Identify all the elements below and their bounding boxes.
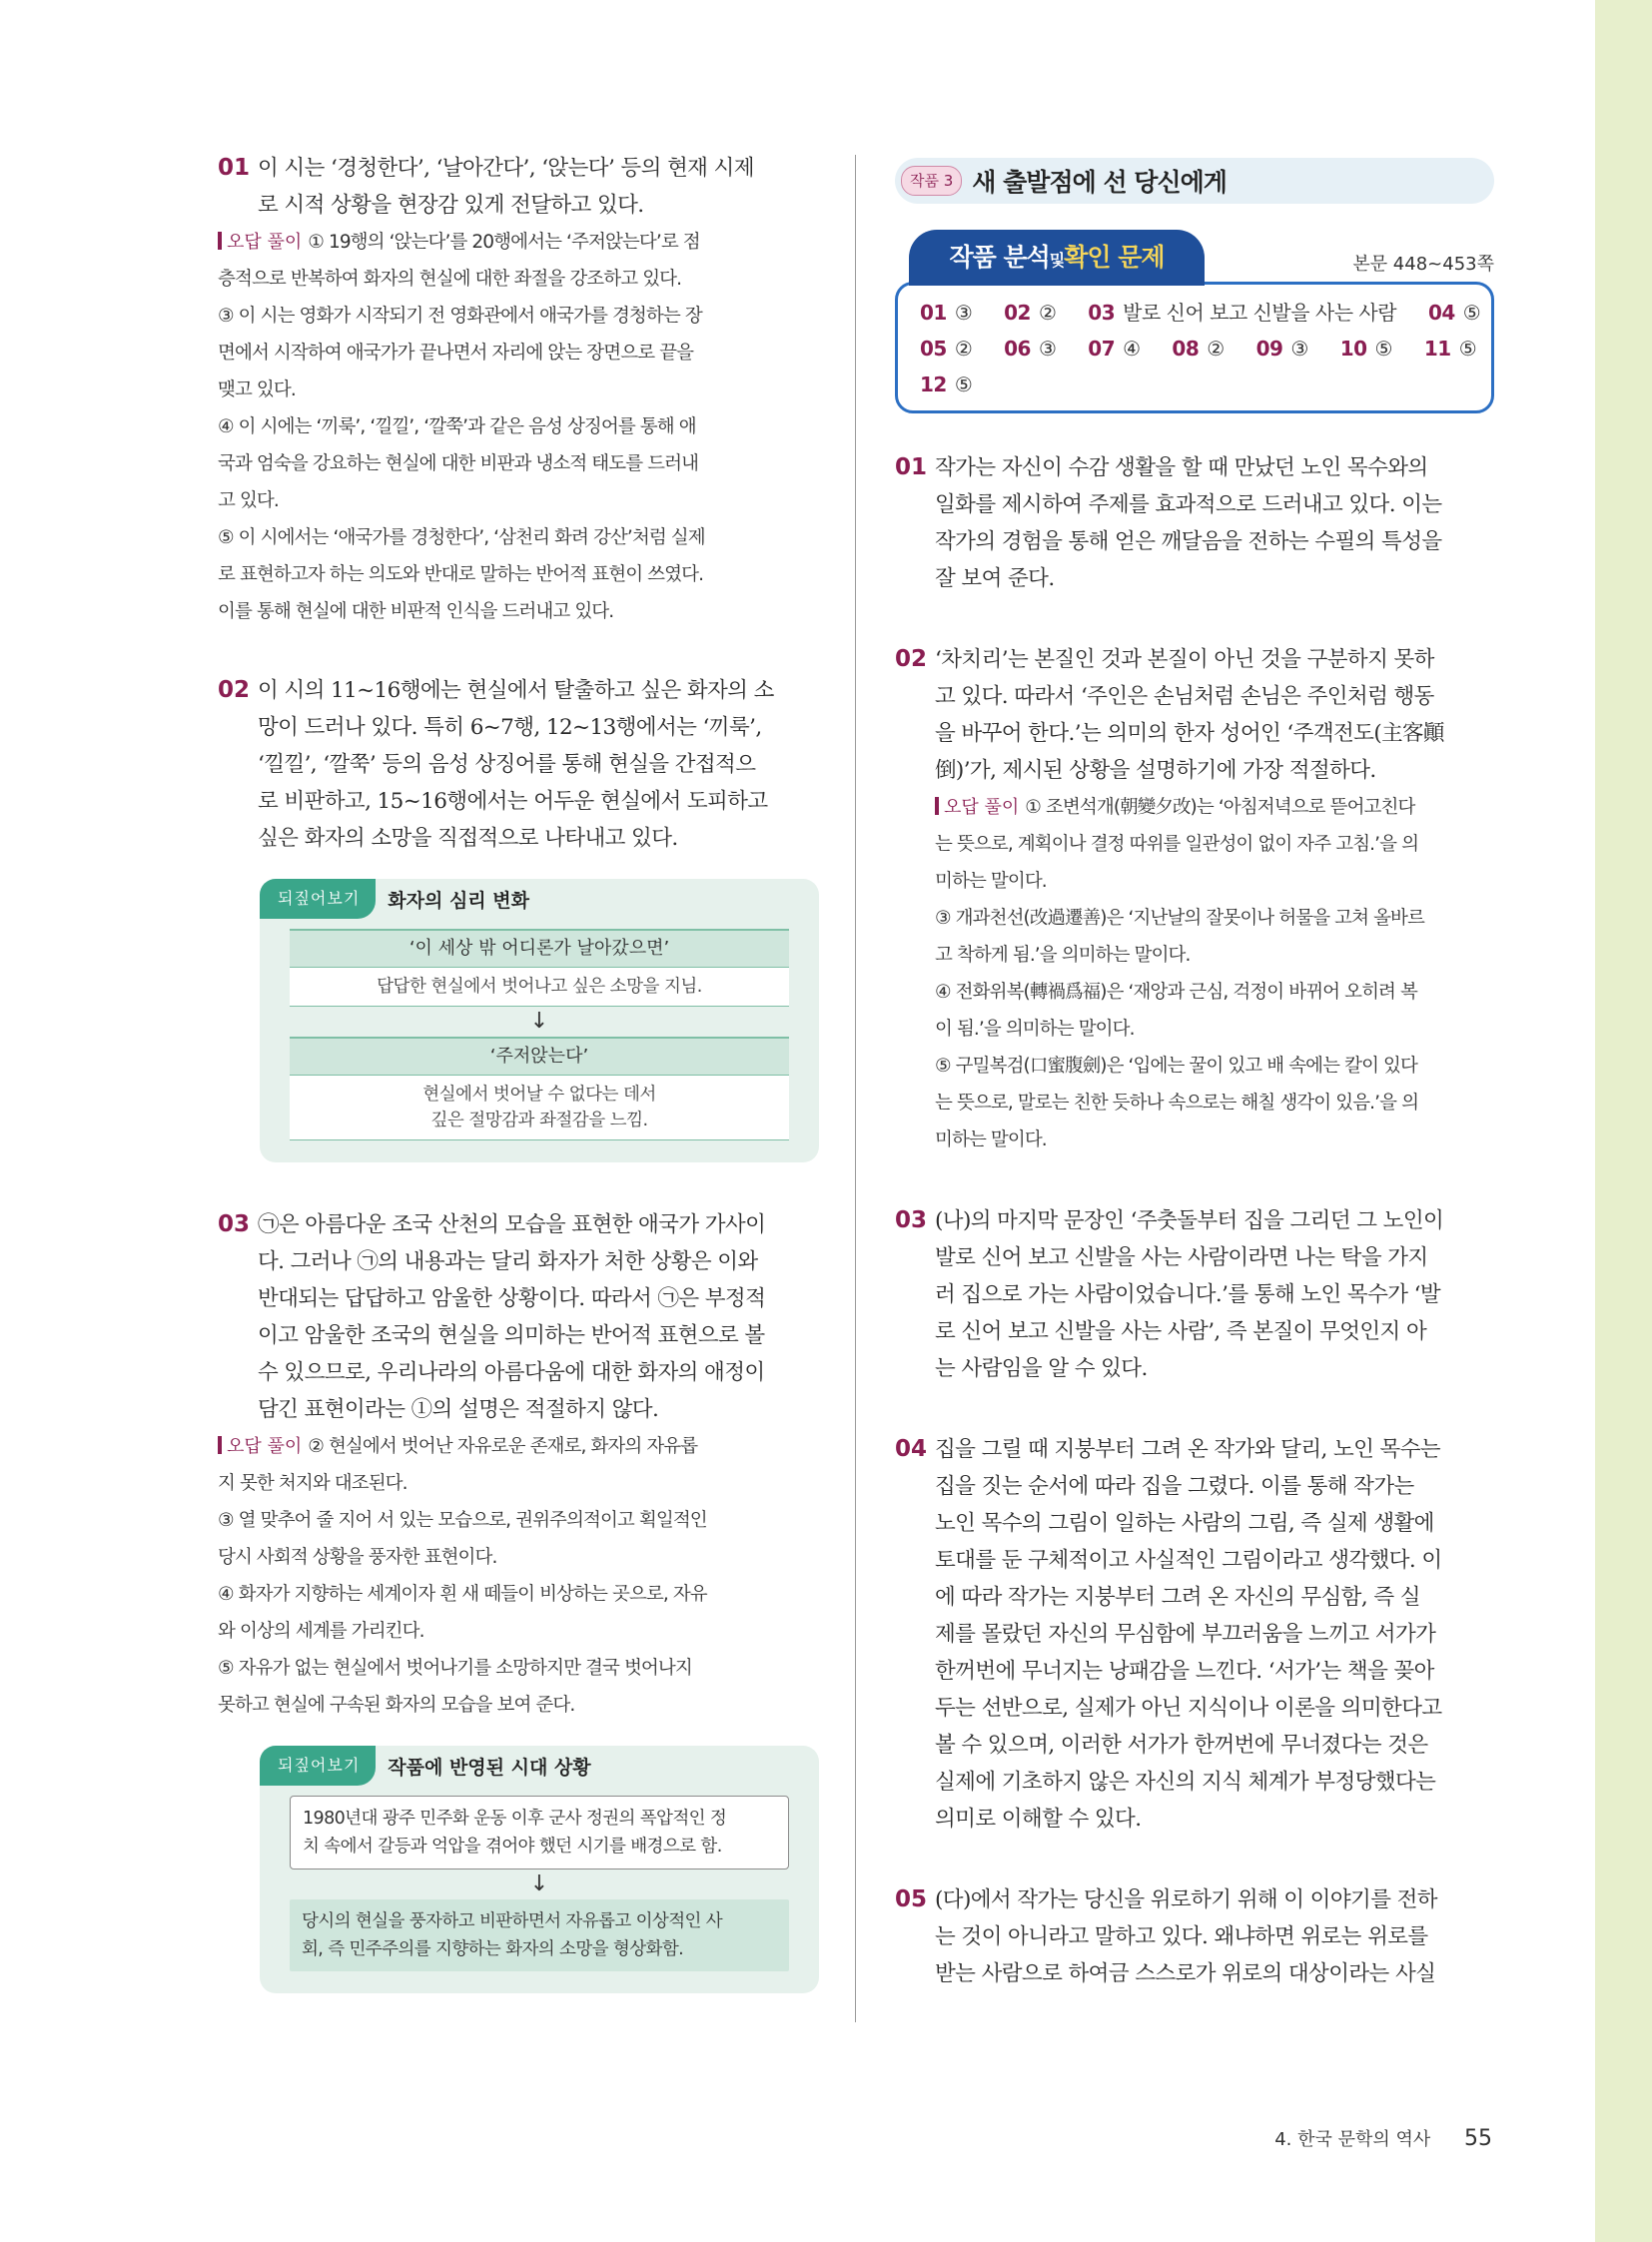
text-line: 미하는 말이다.: [935, 871, 1047, 892]
wrong-answer-tag: 오답 풀이: [935, 797, 1019, 818]
text-line: 의미로 이해할 수 있다.: [935, 1807, 1142, 1832]
answer-row: 01 ③ 02 ② 03 발로 신어 보고 신발을 사는 사람 04 ⑤: [920, 301, 1481, 325]
explanation-text: [935, 1202, 1494, 1387]
column-divider: [855, 155, 856, 2022]
text-line: 미하는 말이다.: [935, 1129, 1047, 1150]
text-line: ‘낄낄’, ‘깔쭉’ 등의 음성 상징어를 통해 현실을 간접적으: [258, 752, 756, 777]
question-number: 05: [895, 1886, 928, 1912]
text-line: 로 표현하고자 하는 의도와 반대로 말하는 반어적 표현이 쓰였다.: [218, 564, 704, 585]
text-line: 다. 그러나 ㉠의 내용과는 달리 화자가 처한 상황은 이와: [258, 1249, 758, 1274]
text-line: 토대를 둔 구체적이고 사실적인 그림이라고 생각했다. 이: [935, 1548, 1442, 1573]
text-line: 지 못한 처지와 대조된다.: [218, 1473, 408, 1494]
text-line: 맺고 있다.: [218, 379, 296, 400]
text-line: (다)에서 작가는 당신을 위로하기 위해 이 이야기를 전하: [935, 1887, 1437, 1912]
text-line: 싶은 화자의 소망을 직접적으로 나타내고 있다.: [258, 826, 678, 851]
text-line: 는 것이 아니라고 말하고 있다. 왜냐하면 위로는 위로를: [935, 1924, 1428, 1949]
work-title-bar: [895, 158, 1494, 204]
text-line: 못하고 현실에 구속된 화자의 모습을 보여 준다.: [218, 1695, 575, 1716]
wrong-answer-notes: [218, 224, 819, 630]
chapter-label: 4. 한국 문학의 역사: [1274, 2129, 1431, 2150]
text-line: 이 시의 11~16행에는 현실에서 탈출하고 싶은 화자의 소: [258, 678, 774, 703]
answer-explanation-02: [218, 672, 819, 857]
review-title: 화자의 심리 변화: [388, 889, 529, 912]
text-line: 수 있으므로, 우리나라의 아름다움에 대한 화자의 애정이: [258, 1360, 765, 1385]
text-line: ③ 개과천선(改過遷善)은 ‘지난날의 잘못이나 허물을 고쳐 올바르: [935, 908, 1424, 929]
answer-explanation-03: [895, 1202, 1494, 1387]
text-line: 당시 사회적 상황을 풍자한 표현이다.: [218, 1547, 497, 1568]
answer-explanation-01: [218, 150, 819, 224]
answer-explanation-03: [218, 1206, 819, 1428]
text-line: 이 시는 ‘경청한다’, ‘날아간다’, ‘앉는다’ 등의 현재 시제: [258, 156, 754, 181]
text-line: 노인 목수의 그림이 일하는 사람의 그림, 즉 실제 생활에: [935, 1511, 1434, 1536]
text-line: 층적으로 반복하여 화자의 현실에 대한 좌절을 강조하고 있다.: [218, 269, 682, 290]
text-line: ⑤ 이 시에서는 ‘애국가를 경청한다’, ‘삼천리 화려 강산’처럼 실제: [218, 527, 705, 548]
text-line: 집을 그릴 때 지붕부터 그려 온 작가와 달리, 노인 목수는: [935, 1437, 1441, 1462]
text-line: 로 신어 보고 신발을 사는 사람’, 즉 본질이 무엇인지 아: [935, 1319, 1427, 1344]
text-line: 두는 선반으로, 실제가 아닌 지식이나 이론을 의미한다고: [935, 1696, 1442, 1721]
text-line: 로 비판하고, 15~16행에서는 어두운 현실에서 도피하고: [258, 789, 768, 814]
text-line: 잘 보여 준다.: [935, 566, 1055, 591]
flow-description: 답답한 현실에서 벗어나고 싶은 소망을 지님.: [290, 968, 789, 1007]
review-badge: 되짚어보기: [260, 1746, 376, 1786]
text-line: 국과 엄숙을 강요하는 현실에 대한 비판과 냉소적 태도를 드러내: [218, 453, 699, 474]
text-line: ‘차치리’는 본질인 것과 본질이 아닌 것을 구분하지 못하: [935, 647, 1434, 672]
text-line: 작가의 경험을 통해 얻은 깨달음을 전하는 수필의 특성을: [935, 529, 1442, 554]
work-number-badge: 작품 3: [901, 166, 962, 196]
review-header: [260, 879, 789, 919]
text-line: 고 착하게 됨.’을 의미하는 말이다.: [935, 945, 1191, 966]
review-header: [260, 1746, 789, 1786]
text-line: ④ 전화위복(轉禍爲福)은 ‘재앙과 근심, 걱정이 바뀌어 오히려 복: [935, 982, 1417, 1003]
question-number: 01: [895, 454, 928, 480]
question-number: 03: [218, 1211, 251, 1237]
text-line: (나)의 마지막 문장인 ‘주춧돌부터 집을 그리던 그 노인이: [935, 1208, 1444, 1233]
text-line: 일화를 제시하여 주제를 효과적으로 드러내고 있다. 이는: [935, 492, 1442, 517]
page-number: 55: [1464, 2126, 1492, 2151]
explanation-text: [258, 672, 819, 857]
text-line: 실제에 기초하지 않은 자신의 지식 체계가 부정당했다는: [935, 1770, 1436, 1795]
text-line: 오답 풀이 ① 19행의 ‘앉는다’를 20행에서는 ‘주저앉는다’로 점: [218, 224, 819, 261]
flow-description: 현실에서 벗어날 수 없다는 데서 깊은 절망감과 좌절감을 느낌.: [290, 1076, 789, 1140]
answer-explanation-02: [895, 641, 1494, 789]
text-line: 반대되는 답답하고 암울한 상황이다. 따라서 ㉠은 부정적: [258, 1286, 766, 1311]
right-column: [895, 158, 1494, 1992]
era-result-box: 당시의 현실을 풍자하고 비판하면서 자유롭고 이상적인 사 회, 즉 민주주의를 지향하는 화자의 소망을 형상화함.: [290, 1899, 789, 1971]
question-number: 02: [218, 677, 251, 703]
text-line: ③ 이 시는 영화가 시작되기 전 영화관에서 애국가를 경청하는 장: [218, 306, 702, 327]
text-line: 제를 몰랐던 자신의 무심함에 부끄러움을 느끼고 서가가: [935, 1622, 1436, 1647]
work-title: 새 출발점에 선 당신에게: [972, 168, 1227, 197]
text-line: 고 있다.: [218, 490, 279, 511]
text-line: ⑤ 자유가 없는 현실에서 벗어나기를 소망하지만 결국 벗어나지: [218, 1658, 692, 1679]
text-line: 오답 풀이 ② 현실에서 벗어난 자유로운 존재로, 화자의 자유롭: [218, 1428, 819, 1465]
page-footer: [1274, 2125, 1492, 2151]
explanation-text: [935, 1881, 1494, 1992]
answer-key-box: [895, 282, 1494, 413]
review-box-era: [260, 1746, 819, 1993]
text-line: ④ 화자가 지향하는 세계이자 흰 새 떼들이 비상하는 곳으로, 자유: [218, 1584, 707, 1605]
explanation-text: [258, 1206, 819, 1428]
explanation-text: [935, 449, 1494, 597]
text-line: ④ 이 시에는 ‘끼룩’, ‘낄낄’, ‘깔쭉’과 같은 음성 상징어를 통해 애: [218, 416, 696, 437]
text-line: 는 사람임을 알 수 있다.: [935, 1356, 1148, 1381]
wrong-answer-tag: 오답 풀이: [218, 1436, 302, 1457]
side-color-strip: [1595, 0, 1652, 2242]
left-column: [218, 150, 819, 1993]
answer-explanation-05: [895, 1881, 1494, 1992]
question-number: 03: [895, 1207, 928, 1233]
question-number: 02: [895, 646, 928, 672]
text-line: 을 바꾸어 한다.’는 의미의 한자 성어인 ‘주객전도(主客顚: [935, 721, 1444, 746]
flow-label: ‘주저앉는다’: [290, 1037, 789, 1076]
text-line: 볼 수 있으며, 이러한 서가가 한꺼번에 무너졌다는 것은: [935, 1733, 1428, 1758]
text-line: 이 됨.’을 의미하는 말이다.: [935, 1019, 1135, 1040]
text-line: 집을 짓는 순서에 따라 집을 그렸다. 이를 통해 작가는: [935, 1474, 1414, 1499]
text-line: 는 뜻으로, 계획이나 결정 따위를 일관성이 없이 자주 고침.’을 의: [935, 834, 1419, 855]
answer-tab-label: 작품 분석및확인 문제: [949, 243, 1165, 272]
text-line: 담긴 표현이라는 ①의 설명은 적절하지 않다.: [258, 1397, 659, 1422]
text-line: 倒)’가, 제시된 상황을 설명하기에 가장 적절하다.: [935, 758, 1376, 783]
wrong-answer-tag: 오답 풀이: [218, 232, 302, 253]
answer-header: [895, 230, 1494, 286]
wrong-answer-notes: [895, 789, 1494, 1158]
answer-row: 05 ② 06 ③ 07 ④ 08 ② 09 ③ 10 ⑤ 11 ⑤: [920, 337, 1477, 361]
text-line: 오답 풀이 ① 조변석개(朝變夕改)는 ‘아침저녁으로 뜯어고친다: [935, 789, 1494, 826]
text-line: ⑤ 구밀복검(口蜜腹劍)은 ‘입에는 꿀이 있고 배 속에는 칼이 있다: [935, 1056, 1417, 1077]
down-arrow-icon: ↓: [529, 1009, 549, 1034]
explanation-text: [258, 150, 819, 224]
text-line: 작가는 자신이 수감 생활을 할 때 만났던 노인 목수와의: [935, 455, 1428, 480]
question-number: 01: [218, 155, 251, 181]
text-line: 면에서 시작하여 애국가가 끝나면서 자리에 앉는 장면으로 끝을: [218, 343, 694, 364]
text-line: 는 뜻으로, 말로는 친한 듯하나 속으로는 해칠 생각이 있음.’을 의: [935, 1093, 1419, 1114]
text-line: 러 집으로 가는 사람이었습니다.’를 통해 노인 목수가 ‘발: [935, 1282, 1441, 1307]
explanation-text: [935, 641, 1494, 789]
wrong-answer-notes: [218, 1428, 819, 1724]
text-line: 한꺼번에 무너지는 낭패감을 느낀다. ‘서가’는 책을 꽂아: [935, 1659, 1434, 1684]
review-badge: 되짚어보기: [260, 879, 376, 919]
text-line: ㉠은 아름다운 조국 산천의 모습을 표현한 애국가 가사이: [258, 1212, 766, 1237]
text-line: 이를 통해 현실에 대한 비판적 인식을 드러내고 있다.: [218, 601, 614, 622]
answer-row: 12 ⑤: [920, 373, 973, 396]
flow-label: ‘이 세상 밖 어디론가 날아갔으면’: [290, 929, 789, 968]
question-number: 04: [895, 1436, 928, 1462]
text-line: 발로 신어 보고 신발을 사는 사람이라면 나는 탁을 가지: [935, 1245, 1428, 1270]
explanation-text: [935, 1431, 1494, 1838]
text-line: 받는 사람으로 하여금 스스로가 위로의 대상이라는 사실: [935, 1961, 1436, 1986]
text-line: 로 시적 상황을 현장감 있게 전달하고 있다.: [258, 193, 644, 218]
answer-page-reference: 본문 448~453쪽: [1352, 254, 1494, 275]
down-arrow-icon: ↓: [529, 1871, 549, 1896]
review-title: 작품에 반영된 시대 상황: [388, 1756, 591, 1779]
text-line: ③ 열 맞추어 줄 지어 서 있는 모습으로, 권위주의적이고 획일적인: [218, 1510, 707, 1531]
text-line: 에 따라 작가는 지붕부터 그려 온 자신의 무심함, 즉 실: [935, 1585, 1420, 1610]
answer-explanation-01: [895, 449, 1494, 597]
text-line: 고 있다. 따라서 ‘주인은 손님처럼 손님은 주인처럼 행동: [935, 684, 1434, 709]
text-line: 와 이상의 세계를 가리킨다.: [218, 1621, 424, 1642]
text-line: 이고 암울한 조국의 현실을 의미하는 반어적 표현으로 볼: [258, 1323, 765, 1348]
answer-explanation-04: [895, 1431, 1494, 1838]
era-context-box: 1980년대 광주 민주화 운동 이후 군사 정권의 폭압적인 정 치 속에서 갈등과 억압을 겪어야 했던 시기를 배경으로 함.: [290, 1796, 789, 1869]
review-box-psychology: [260, 879, 819, 1162]
text-line: 망이 드러나 있다. 특히 6~7행, 12~13행에서는 ‘끼룩’,: [258, 715, 762, 740]
